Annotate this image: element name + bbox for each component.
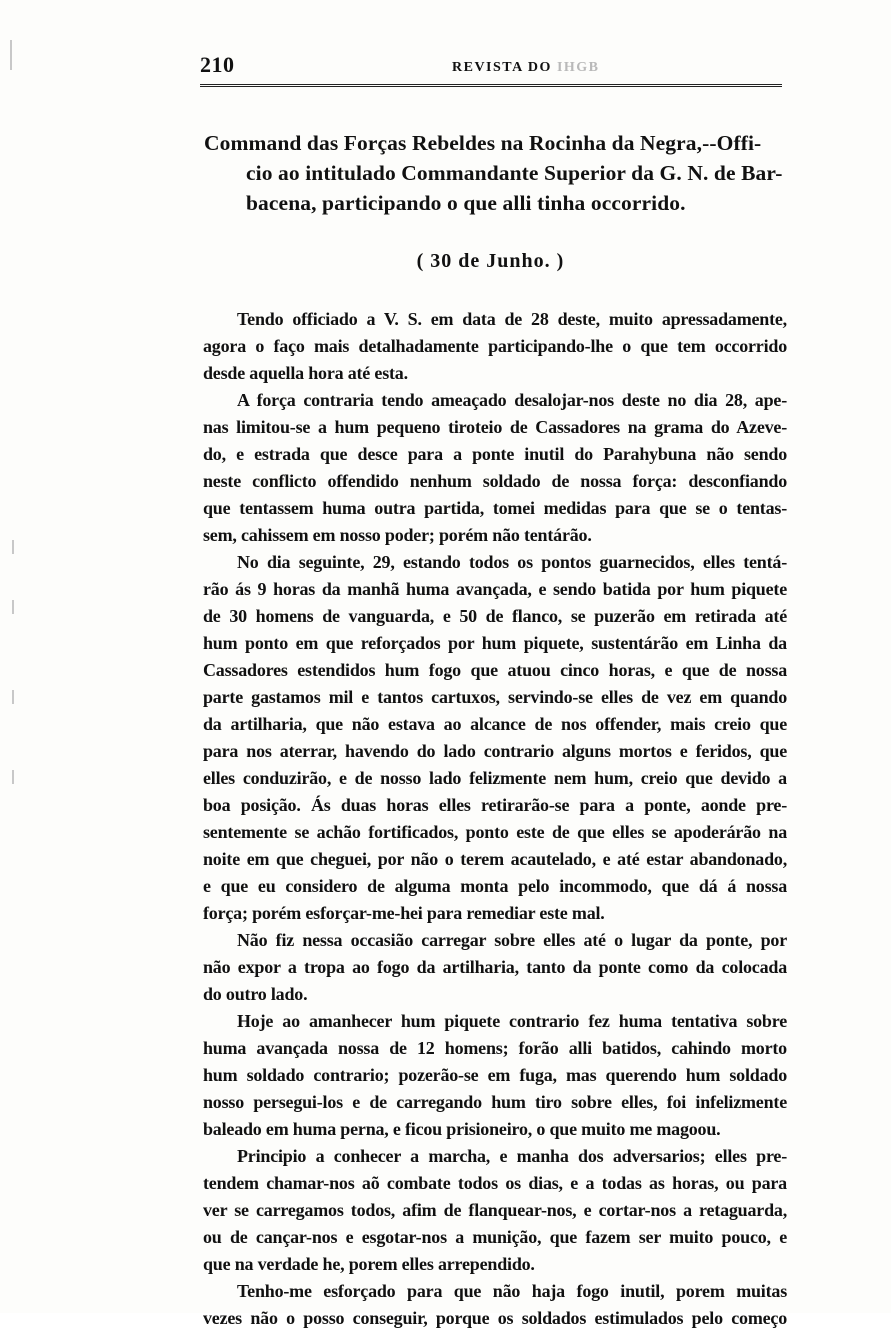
running-head-text: REVISTA DO [452,60,552,75]
text-line: hum ponto em que reforçados por hum piquete, sustentárão em Linha da [203,633,787,653]
text-line: elles conduzirão, e de nosso lado felizmente nem hum, creio que devido a [203,768,787,788]
text-line: não expor a tropa ao fogo da artilharia, tanto da ponte como da colocada [203,957,787,977]
text-line: noite em que cheguei, por não o terem acautelado, e até estar abandonado, [203,849,787,869]
text-line: neste conflicto offendido nenhum soldado de nossa força: desconfiando [203,471,787,491]
text-line: nas limitou-se a hum pequeno tiroteio de Cassadores na grama do Azeve- [203,417,787,437]
document-title [204,128,786,218]
text-line: Não fiz nessa occasião carregar sobre elles até o lugar da ponte, por [237,930,787,950]
text-line: Tendo officiado a V. S. em data de 28 deste, muito apressadamente, [237,309,787,329]
title-line: bacena, participando o que alli tinha occorrido. [246,191,686,215]
text-line: do, e estrada que desce para a ponte inutil do Parahybuna não sendo [203,444,787,464]
text-line: No dia seguinte, 29, estando todos os pontos guarnecidos, elles tentá- [237,552,787,572]
text-line: agora o faço mais detalhadamente participando-lhe o que tem occorrido [203,336,787,356]
text-line: sem, cahissem em nosso poder; porém não tentárão. [203,525,592,545]
title-line: cio ao intitulado Commandante Superior da G. N. de Bar- [246,161,783,185]
text-line: Hoje ao amanhecer hum piquete contrario fez huma tentativa sobre [237,1011,787,1031]
text-line: que na verdade he, porem elles arrependido. [203,1254,535,1274]
text-line: Cassadores estendidos hum fogo que atuou cinco horas, e que de nossa [203,660,787,680]
running-head-faded-text: IHGB [556,60,600,75]
text-line: parte gastamos mil e tantos cartuxos, servindo-se elles de vez em quando [203,687,787,707]
text-line: para nos aterrar, havendo do lado contrario alguns mortos e feridos, que [203,741,787,761]
running-head [452,60,600,76]
text-line: Tenho-me esforçado para que não haja fogo inutil, porem muitas [237,1281,787,1301]
page-number: 210 [200,52,235,77]
text-line: de 30 homens de vanguarda, e 50 de flanco, se puzerão em retirada até [203,606,787,626]
text-line: boa posição. Ás duas horas elles retirarão-se para a ponte, aonde pre- [203,795,787,815]
scan-edge-mark [12,770,14,784]
text-line: ver se carregamos todos, afim de flanquear-nos, e cortar-nos a retaguarda, [203,1200,787,1220]
text-line: A força contraria tendo ameaçado desalojar-nos deste no dia 28, ape- [237,390,787,410]
scan-edge-mark [12,600,14,614]
document-date: ( 30 de Junho. ) [416,250,565,272]
text-line: tendem chamar-nos aõ combate todos os dias, e a todas as horas, ou para [203,1173,787,1193]
text-line: ou de cançar-nos e esgotar-nos a munição, que fazem ser muito pouco, e [203,1227,787,1247]
text-line: rão ás 9 horas da manhã huma avançada, e sendo batida por hum piquete [203,579,787,599]
header-rule [200,84,782,87]
text-line: Principio a conhecer a marcha, e manha dos adversarios; elles pre- [237,1146,787,1166]
body-text [203,306,787,1332]
text-line: vezes não o posso conseguir, porque os soldados estimulados pelo começo [203,1308,787,1328]
page-header [200,52,785,88]
title-line: Command das Forças Rebeldes na Rocinha da Negra,--Offi- [204,131,762,155]
scan-edge-mark [12,540,14,554]
text-line: do outro lado. [203,984,308,1004]
text-line: desde aquella hora até esta. [203,363,408,383]
text-line: huma avançada nossa de 12 homens; forão alli batidos, cahindo morto [203,1038,787,1058]
scan-edge-mark [12,690,14,704]
text-line: que tentassem huma outra partida, tomei medidas para que se o tentas- [203,498,787,518]
text-line: nosso persegui-los e de carregando hum tiro sobre elles, foi infelizmente [203,1092,787,1112]
text-line: hum soldado contrario; pozerão-se em fuga, mas querendo hum soldado [203,1065,787,1085]
scan-edge-mark [10,40,12,70]
text-line: da artilharia, que não estava ao alcance de nos offender, mais creio que [203,714,787,734]
text-line: força; porém esforçar-me-hei para remediar este mal. [203,903,605,923]
text-line: e que eu considero de alguma monta pelo incommodo, que dá á nossa [203,876,787,896]
text-line: sentemente se achão fortificados, ponto este de que elles se apoderárão na [203,822,787,842]
text-line: baleado em huma perna, e ficou prisioneiro, o que muito me magoou. [203,1119,721,1139]
